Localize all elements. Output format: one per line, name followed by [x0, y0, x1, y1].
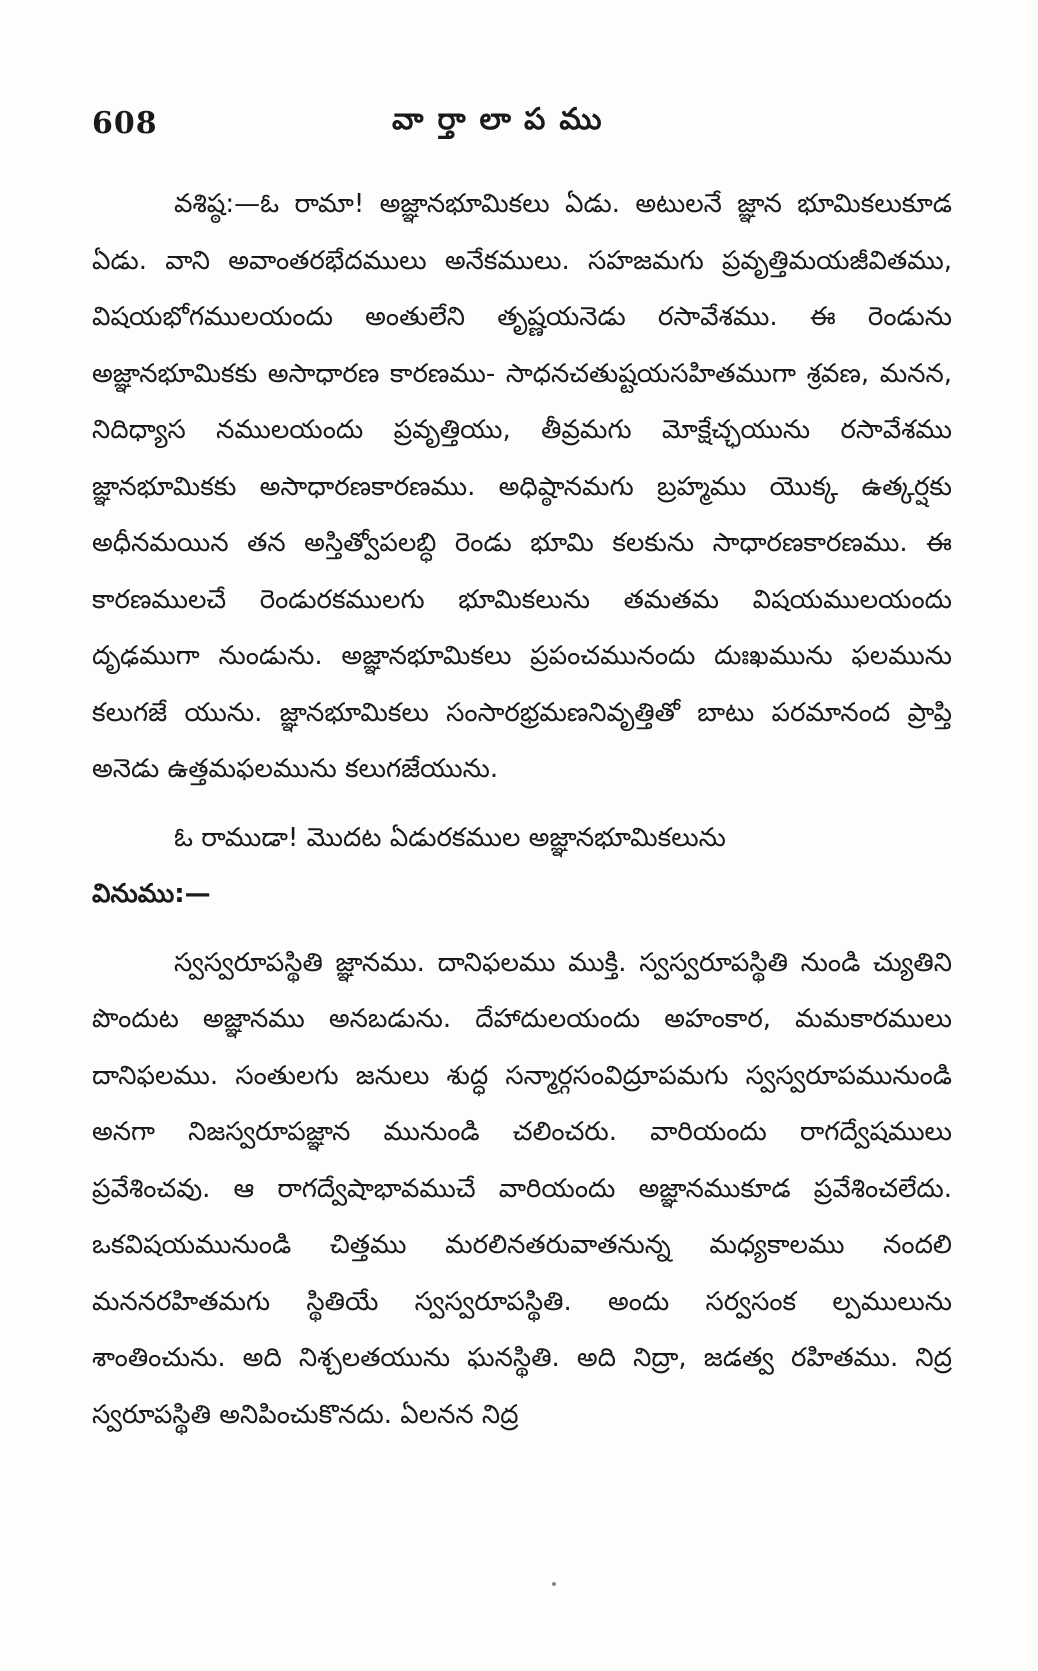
scan-speck: [552, 1582, 556, 1586]
paragraph-1: వశిష్ఠ:—ఓ రామా! అజ్ఞానభూమికలు ఏడు. అటులనే జ్ఞాన భూమికలుకూడ ఏడు. వాని అవాంతరభేదములు అనేకములు. సహజమగు ప్రవృత్తిమయజీవితము, విషయభోగములయందు అంతులేని తృష్ణయనెడు రసావేశము. ఈ రెండును అజ్ఞానభూమికకు అసాధారణ కారణము- సాధనచతుష్టయసహితముగా శ్రవణ, మనన, నిదిధ్యాస నములయందు ప్రవృత్తియు, తీవ్రమగు మోక్షేచ్ఛయును రసావేశము జ్ఞానభూమికకు అసాధారణకారణము. అధిష్ఠానమగు బ్రహ్మము యొక్క ఉత్కర్షకు అధీనమయిన తన అస్తిత్వోపలబ్ధి రెండు భూమి కలకును సాధారణకారణము. ఈ కారణములచే రెండురకములగు భూమికలును తమతమ విషయములయందు దృఢముగా నుండును. అజ్ఞానభూమికలు ప్రపంచమునందు దుఃఖమును ఫలమును కలుగజే యును. జ్ఞానభూమికలు సంసారభ్రమణనివృత్తితో బాటు పరమానంద ప్రాప్తి అనెడు ఉత్తమఫలమును కలుగజేయును.: [92, 189, 952, 784]
paragraph-2: ఓ రాముడా! మొదట ఏడురకముల అజ్ఞానభూమికలును: [174, 822, 726, 853]
page-number: 608: [92, 106, 158, 141]
body-text: [92, 176, 952, 1443]
page-header: [92, 102, 952, 152]
paragraph-3: స్వస్వరూపస్థితి జ్ఞానము. దానిఫలము ముక్తి. స్వస్వరూపస్థితి నుండి చ్యుతిని పొందుట అజ్ఞానము అనబడును. దేహాదులయందు అహంకార, మమకారములు దానిఫలము. సంతులగు జనులు శుద్ధ సన్మార్గసంవిద్రూపమగు స్వస్వరూపమునుండి అనగా నిజస్వరూపజ్ఞాన మునుండి చలించరు. వారియందు రాగద్వేషములు ప్రవేశించవు. ఆ రాగద్వేషాభావముచే వారియందు అజ్ఞానముకూడ ప్రవేశించలేదు. ఒకవిషయమునుండి చిత్తము మరలినతరువాతనున్న మధ్యకాలము నందలి మననరహితమగు స్థితియే స్వస్వరూపస్థితి. అందు సర్వసంక ల్పములును శాంతించును. అది నిశ్చలతయును ఘనస్థితి. అది నిద్రా, జడత్వ రహితము. నిద్ర స్వరూపస్థితి అనిపించుకొనదు. ఏలనన నిద్ర: [92, 947, 952, 1430]
running-title: వార్తాలాపము: [392, 102, 616, 137]
section-heading: వినుము:—: [92, 879, 211, 909]
